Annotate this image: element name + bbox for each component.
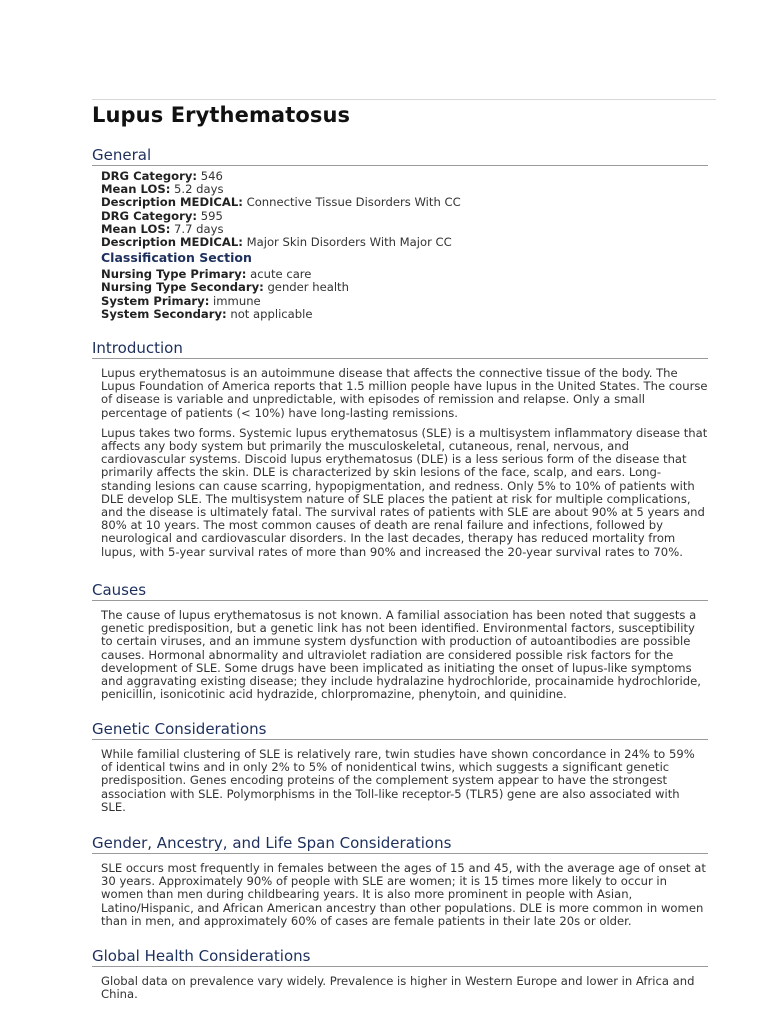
paragraph: Lupus takes two forms. Systemic lupus erythematosus (SLE) is a multisystem inflammatory disease that affects any body system but primarily the musculoskeletal, cutaneous, renal, nervous, and cardiovascular systems. Discoid lupus erythematosus (DLE) is a less serious form of the disease that primarily affects the skin. DLE is characterized by skin lesions of the face, scalp, and ears. Long-standing lesions can cause scarring, hypopigmentation, and redness. Only 5% to 10% of patients with DLE develop SLE. The multisystem nature of SLE places the patient at risk for multiple complications, and the disease is ultimately fatal. The survival rates of patients with SLE are about 90% at 5 years and 80% at 10 years. The most common causes of death are renal failure and infections, followed by neurological and cardiovascular disorders. In the last decades, therapy has reduced mortality from lupus, with 5-year survival rates of more than 90% and increased the 20-year survival rates to 70%.	[101, 425, 708, 559]
classification-section-heading: Classification Section	[101, 250, 252, 266]
gender-body	[92, 854, 708, 928]
section-general	[92, 146, 708, 321]
top-divider	[92, 99, 716, 100]
section-heading-global: Global Health Considerations	[92, 947, 708, 967]
field-value: 595	[200, 208, 223, 223]
field-value: acute care	[250, 267, 312, 282]
section-heading-general: General	[92, 146, 708, 166]
field-label: DRG Category:	[101, 169, 198, 183]
system-secondary-field	[101, 308, 708, 321]
section-gender-ancestry	[92, 834, 708, 935]
paragraph: The cause of lupus erythematosus is not known. A familial association has been noted that suggests a genetic predisposition, but a genetic link has not been identified. Environmental factors, susceptibility to certain viruses, and an immune system dysfunction with production of autoantibodies are possible causes. Hormonal abnormality and ultraviolet radiation are considered possible risk factors for the development of SLE. Some drugs have been implicated as initiating the onset of lupus-like symptoms and aggravating existing disease; they include hydralazine hydrochloride, procainamide hydrochloride, penicillin, isonicotinic acid hydrazide, chlorpromazine, phenytoin, and quinidine.	[101, 608, 701, 702]
general-body	[92, 166, 708, 321]
section-introduction	[92, 339, 708, 566]
global-body	[92, 967, 708, 1001]
field-value: 5.2 days	[174, 182, 224, 197]
paragraph: Global data on prevalence vary widely. Prevalence is higher in Western Europe and lower in Africa and China.	[101, 974, 695, 1002]
genetic-body	[92, 740, 708, 814]
field-label: System Primary:	[101, 293, 210, 308]
description-medical-field	[101, 236, 708, 249]
section-global-health	[92, 947, 708, 1008]
paragraph: Lupus erythematosus is an autoimmune disease that affects the connective tissue of the body. The Lupus Foundation of America reports that 1.5 million people have lupus in the United States. The course of disease is variable and unpredictable, with episodes of remission and relapse. Only a small percentage of patients (< 10%) have long-lasting remissions.	[101, 366, 708, 420]
section-heading-gender: Gender, Ancestry, and Life Span Considerations	[92, 834, 708, 854]
field-value: not applicable	[230, 306, 313, 321]
field-value: 546	[200, 169, 223, 183]
field-label: DRG Category:	[101, 208, 198, 223]
field-value: gender health	[267, 280, 349, 295]
section-causes	[92, 581, 708, 708]
section-heading-introduction: Introduction	[92, 339, 708, 359]
field-value: Connective Tissue Disorders With CC	[246, 195, 461, 210]
field-value: Major Skin Disorders With Major CC	[246, 235, 452, 250]
field-label: Mean LOS:	[101, 182, 171, 197]
field-label: Nursing Type Secondary:	[101, 280, 264, 295]
introduction-body	[92, 359, 708, 559]
page-title: Lupus Erythematosus	[92, 103, 351, 127]
field-label: Description MEDICAL:	[101, 235, 243, 250]
field-label: Mean LOS:	[101, 221, 171, 236]
section-heading-causes: Causes	[92, 581, 708, 601]
paragraph: SLE occurs most frequently in females between the ages of 15 and 45, with the average age of onset at 30 years. Approximately 90% of people with SLE are women; it is 15 times more likely to occur in women than men during childbearing years. It is also more prominent in people with Asian, Latino/Hispanic, and African American ancestry than other populations. DLE is more common in women than in men, and approximately 60% of cases are female patients in their late 20s or older.	[101, 861, 706, 928]
section-heading-genetic: Genetic Considerations	[92, 720, 708, 740]
field-value: 7.7 days	[174, 221, 224, 236]
causes-body	[92, 601, 708, 701]
field-value: immune	[213, 293, 261, 308]
paragraph: While familial clustering of SLE is relatively rare, twin studies have shown concordance in 24% to 59% of identical twins and in only 2% to 5% of nonidentical twins, which suggests a significant genetic predisposition. Genes encoding proteins of the complement system appear to have the strongest association with SLE. Polymorphisms in the Toll-like receptor-5 (TLR5) gene are also associated with SLE.	[101, 747, 695, 814]
field-label: Description MEDICAL:	[101, 195, 243, 210]
field-label: Nursing Type Primary:	[101, 267, 247, 282]
section-genetic-considerations	[92, 720, 708, 821]
field-label: System Secondary:	[101, 306, 227, 321]
